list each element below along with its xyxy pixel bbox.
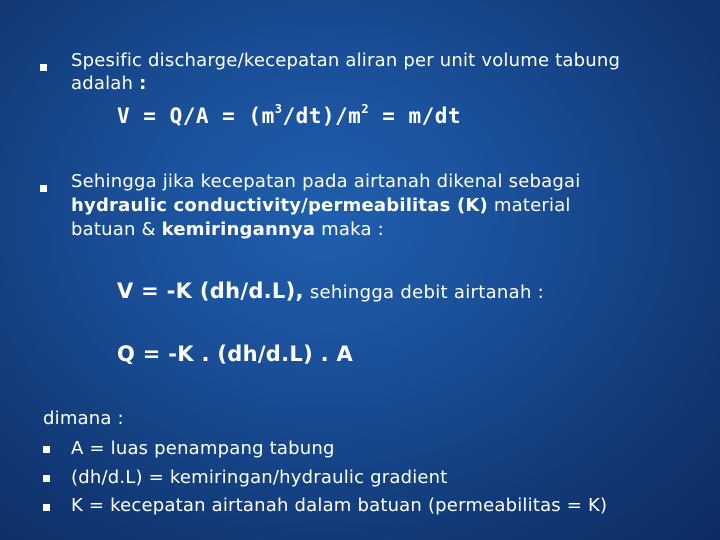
bullet2-line3-rest: maka :	[315, 219, 384, 240]
bullet2-line1: Sehingga jika kecepatan pada airtanah dikenal sebagai	[71, 171, 581, 192]
equation1-sup1: 3	[274, 102, 283, 116]
definition-item: A = luas penampang tabung	[71, 438, 335, 459]
bullet2-line2-rest: material	[487, 195, 571, 216]
equation2-formula: V = -K (dh/d.L),	[117, 279, 304, 303]
equation1-part2: /dt)/m	[282, 104, 362, 128]
bullet-square-icon	[43, 504, 50, 511]
equation1-part1: V = Q/A = (m	[117, 104, 275, 128]
equation-velocity	[117, 104, 461, 128]
bullet-square-icon	[43, 446, 50, 453]
bullet-square-icon	[40, 64, 47, 71]
bullet1-line2	[71, 73, 146, 95]
bullet1-line2-colon: :	[139, 73, 147, 94]
bullet1-line1: Spesific discharge/kecepatan aliran per unit volume tabung	[71, 50, 621, 71]
equation2-note: sehingga debit airtanah :	[303, 282, 545, 303]
definitions-heading: dimana :	[43, 408, 124, 429]
equation1-part3: = m/dt	[369, 104, 462, 128]
definition-item: K = kecepatan airtanah dalam batuan (permeabilitas = K)	[71, 495, 608, 516]
bullet-square-icon	[43, 475, 50, 482]
bullet2-line2-bold: hydraulic conductivity/permeabilitas (K)	[71, 195, 488, 216]
bullet2-line2	[71, 195, 571, 217]
equation-darcy-velocity	[117, 279, 544, 303]
bullet2-line3-bold: kemiringannya	[161, 219, 316, 240]
definition-item: (dh/d.L) = kemiringan/hydraulic gradient	[71, 467, 448, 488]
bullet2-line3-prefix: batuan &	[71, 219, 162, 240]
bullet2-line3	[71, 219, 384, 241]
equation-discharge: Q = -K . (dh/d.L) . A	[117, 342, 354, 366]
bullet-square-icon	[40, 185, 47, 192]
bullet1-line2-prefix: adalah	[71, 73, 140, 94]
equation1-sup2: 2	[361, 102, 370, 116]
